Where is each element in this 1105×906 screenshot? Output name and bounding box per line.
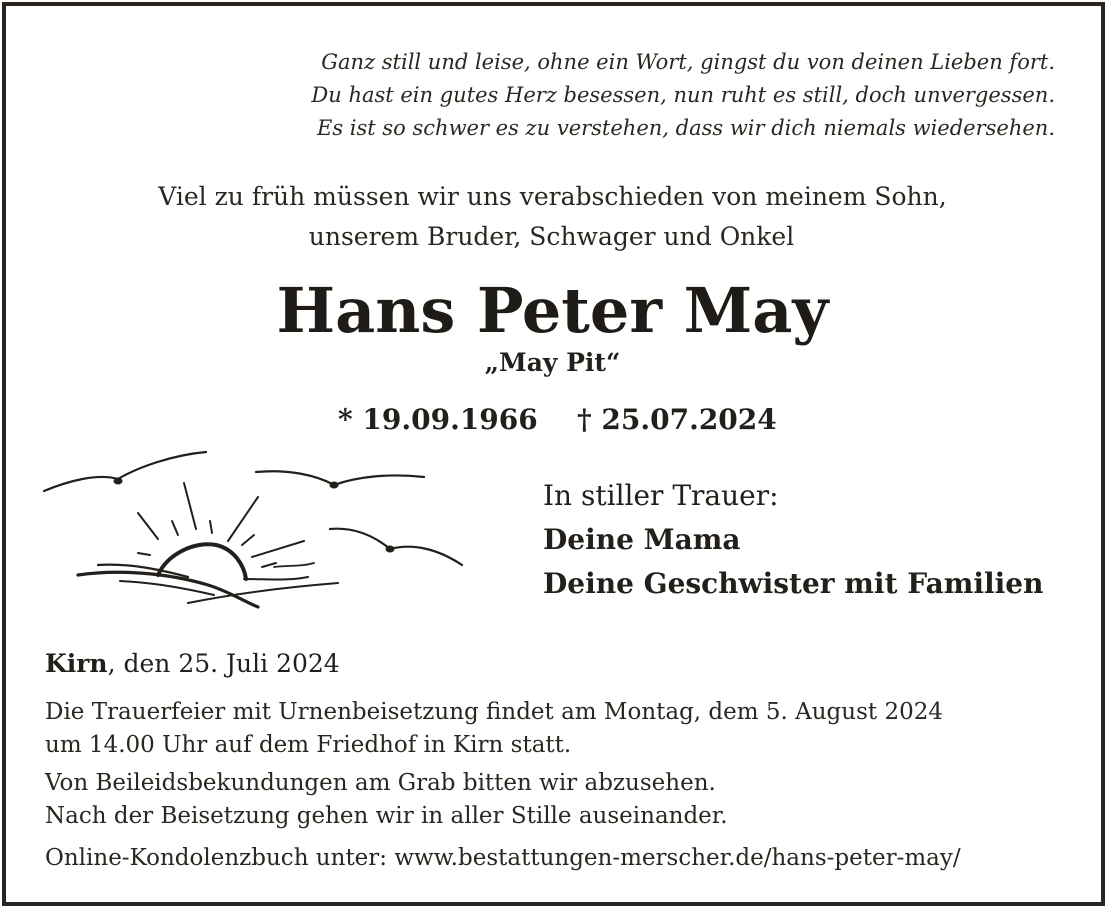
place-city: Kirn: [45, 649, 108, 678]
bird-icon: [330, 529, 462, 565]
deceased-name: Hans Peter May: [276, 274, 829, 347]
birth-date: * 19.09.1966: [338, 403, 538, 436]
mourners-block: [543, 474, 1043, 606]
condolence-book-link[interactable]: Online-Kondolenzbuch unter: www.bestattungen-merscher.de/hans-peter-may/: [45, 845, 961, 871]
mourner-line-2: Deine Geschwister mit Familien: [543, 567, 1044, 600]
poem-line-3: Es ist so schwer es zu verstehen, dass wir dich niemals wiedersehen.: [317, 116, 1055, 140]
bird-icon: [44, 452, 206, 491]
poem: [311, 46, 1055, 145]
bird-icon: [256, 471, 424, 488]
funeral-line-1: Die Trauerfeier mit Urnenbeisetzung findet am Montag, dem 5. August 2024: [45, 699, 943, 725]
funeral-line-2: um 14.00 Uhr auf dem Friedhof in Kirn statt.: [45, 732, 572, 758]
mourners-label: In stiller Trauer:: [543, 479, 779, 512]
place-date-text: , den 25. Juli 2024: [107, 649, 340, 678]
poem-line-2: Du hast ein gutes Herz besessen, nun ruht es still, doch unvergessen.: [311, 83, 1055, 107]
intro-line-2: unserem Bruder, Schwager und Onkel: [308, 222, 795, 251]
place-date: [45, 645, 340, 683]
notes-line-2: Nach der Beisetzung gehen wir in aller Stille auseinander.: [45, 803, 728, 829]
notes-line-1: Von Beileidsbekundungen am Grab bitten wir abzusehen.: [45, 770, 716, 796]
poem-line-1: Ganz still und leise, ohne ein Wort, gingst du von deinen Lieben fort.: [321, 50, 1055, 74]
death-date: † 25.07.2024: [577, 403, 777, 436]
intro-line-1: Viel zu früh müssen wir uns verabschieden von meinem Sohn,: [158, 182, 947, 211]
funeral-info: [45, 696, 943, 762]
mourner-line-1: Deine Mama: [543, 523, 741, 556]
sunset-birds-illustration: [38, 445, 468, 620]
intro-text: [0, 177, 1105, 257]
notes-info: [45, 767, 728, 833]
deceased-nickname: „May Pit“: [484, 348, 621, 377]
